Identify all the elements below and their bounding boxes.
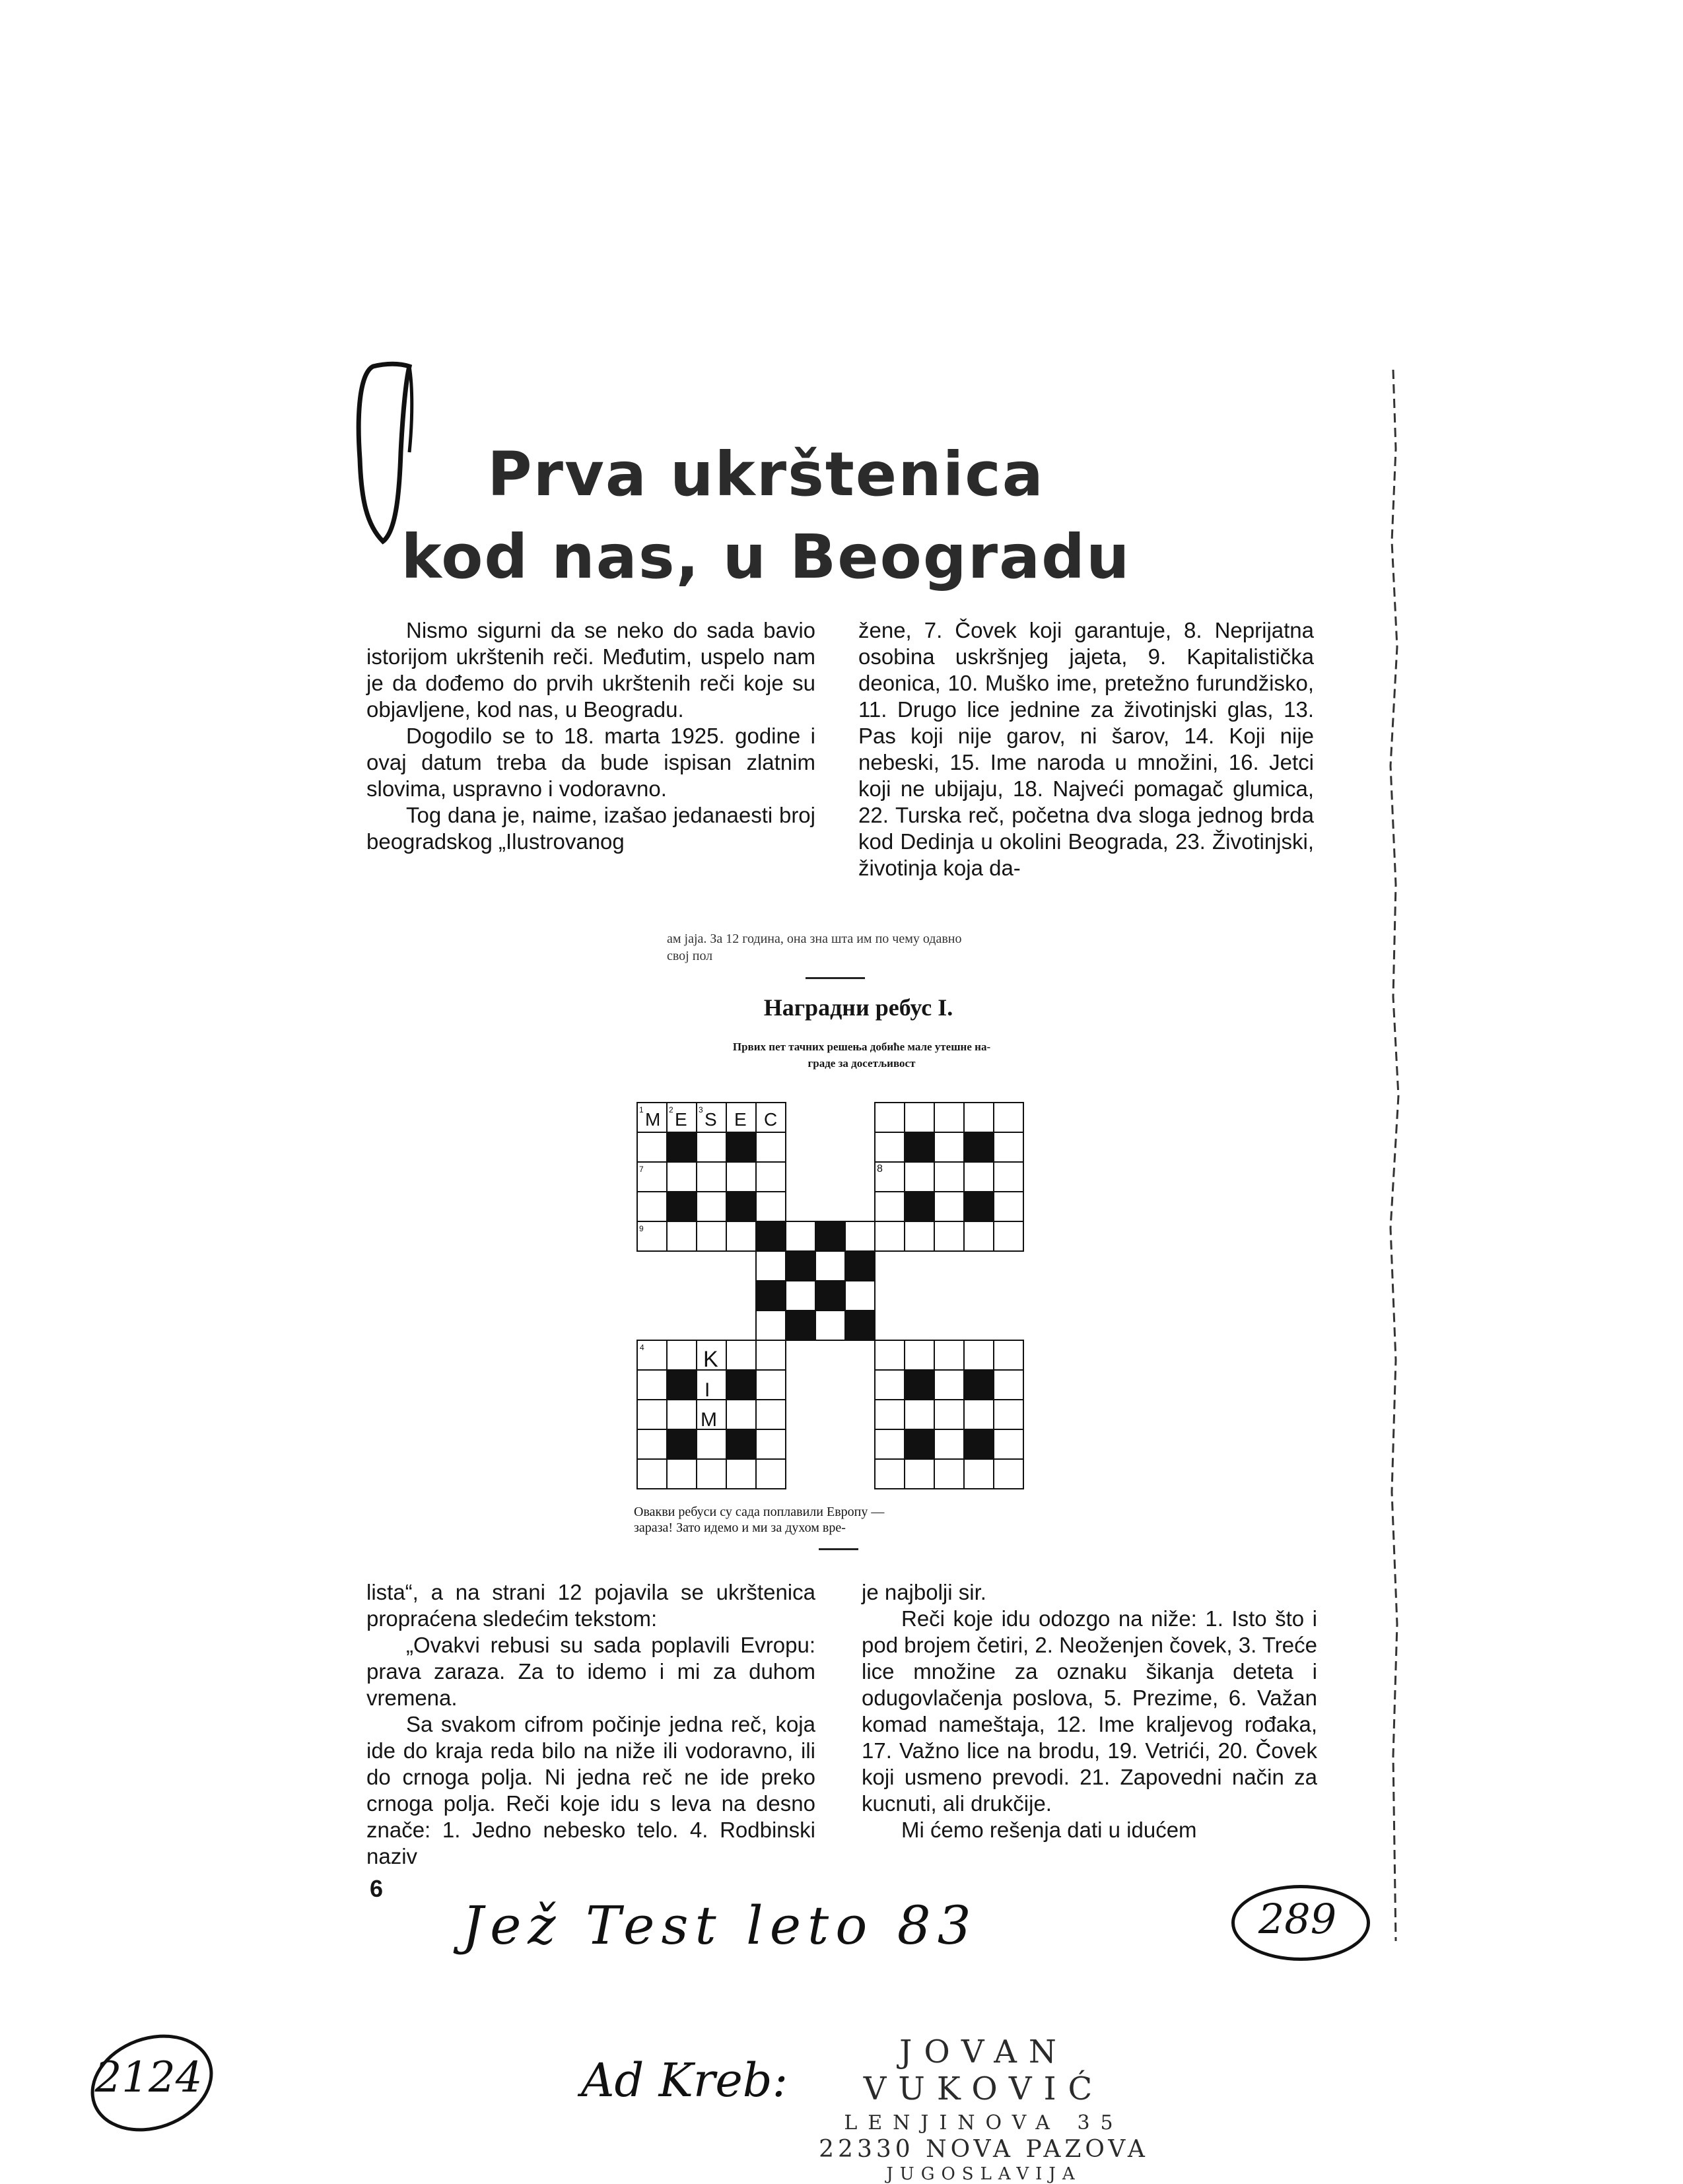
white-cell (667, 1221, 697, 1251)
black-cell (667, 1192, 697, 1221)
white-cell (756, 1192, 786, 1221)
black-cell (905, 1132, 934, 1162)
white-cell (875, 1400, 905, 1429)
white-cell (726, 1459, 756, 1489)
white-cell (964, 1400, 994, 1429)
white-cell (905, 1103, 934, 1132)
white-cell (697, 1162, 726, 1192)
paragraph: lista“, a na strani 12 pojavila se ukrštenica propraćena sledećim tekstom: (366, 1580, 815, 1631)
white-cell (637, 1132, 667, 1162)
handwritten-note: Jež Test leto 83 (462, 1895, 978, 1956)
grid-number: 2 (669, 1105, 673, 1114)
white-cell (964, 1162, 994, 1192)
white-cell (994, 1370, 1023, 1400)
rebus-caption-line1: Овакви ребуси су сада поплавили Европу — (634, 1505, 885, 1519)
white-cell (815, 1311, 845, 1340)
column-left-bottom (366, 1579, 815, 1870)
white-cell (756, 1400, 786, 1429)
white-cell (697, 1459, 726, 1489)
white-cell (726, 1162, 756, 1192)
black-cell (964, 1192, 994, 1221)
rebus-subtitle-line1: Првих пет тачних решења добиће мале утешне на- (732, 1041, 991, 1053)
black-cell (964, 1429, 994, 1459)
black-cell (964, 1370, 994, 1400)
white-cell (845, 1281, 875, 1311)
black-cell (786, 1251, 815, 1281)
white-cell (934, 1400, 964, 1429)
stamp-country: JUGOSLAVIJA (886, 2164, 1082, 2184)
black-cell (726, 1370, 756, 1400)
white-cell (667, 1162, 697, 1192)
black-cell (905, 1370, 934, 1400)
black-cell (667, 1132, 697, 1162)
grid-letter: M (701, 1409, 717, 1431)
white-cell (726, 1340, 756, 1370)
white-cell (964, 1459, 994, 1489)
white-cell (875, 1103, 905, 1132)
grid-letter: K (703, 1347, 718, 1372)
black-cell (845, 1251, 875, 1281)
white-cell (697, 1132, 726, 1162)
white-cell (667, 1340, 697, 1370)
white-cell (994, 1400, 1023, 1429)
paragraph: je najbolji sir. (862, 1580, 986, 1604)
white-cell (934, 1429, 964, 1459)
white-cell (667, 1400, 697, 1429)
white-cell (905, 1162, 934, 1192)
stamp-street: LENJINOVA 35 (844, 2111, 1124, 2134)
grid-number: 7 (639, 1165, 644, 1174)
paragraph: Mi ćemo rešenja dati u idućem (901, 1818, 1197, 1842)
white-cell (756, 1370, 786, 1400)
white-cell (845, 1221, 875, 1251)
grid-letter: S (704, 1109, 717, 1130)
rebus-caption-line2: зараза! Зато идемо и ми за духом вре- (634, 1520, 846, 1535)
grid-letter: I (704, 1379, 710, 1401)
white-cell (875, 1340, 905, 1370)
divider (819, 1548, 858, 1550)
rebus-subtitle-line2: граде за досетљивост (807, 1057, 916, 1070)
page-number: 6 (370, 1875, 384, 1902)
black-cell (667, 1370, 697, 1400)
white-cell (994, 1429, 1023, 1459)
white-cell (726, 1400, 756, 1429)
black-cell (726, 1192, 756, 1221)
grid-number: 9 (639, 1224, 644, 1233)
paragraph: Reči koje idu odozgo na niže: 1. Isto što i pod brojem četiri, 2. Neoženjen čovek, 3. Treće lice množine za oznaku šikanja deteta i odugovlačenja poslova, 5. Prezime, 6. Važan komad nameštaja, 12. Ime kraljevog rođaka, 17. Važno lice na brodu, 19. Vetrići, 20. Čovek koji usmeno prevodi. 21. Zapovedni način za kucnuti, ali drukčije. (862, 1606, 1317, 1816)
white-cell (875, 1429, 905, 1459)
stamp-city: 22330 NOVA PAZOVA (819, 2136, 1149, 2163)
white-cell (756, 1429, 786, 1459)
white-cell (786, 1281, 815, 1311)
white-cell (667, 1459, 697, 1489)
clipping-fragment-line2: свој пол (667, 949, 713, 963)
white-cell (756, 1162, 786, 1192)
black-cell (905, 1429, 934, 1459)
black-cell (964, 1132, 994, 1162)
black-cell (756, 1281, 786, 1311)
black-cell (845, 1311, 875, 1340)
white-cell (875, 1132, 905, 1162)
white-cell (964, 1340, 994, 1370)
white-cell (637, 1370, 667, 1400)
white-cell (994, 1162, 1023, 1192)
grid-letter: E (734, 1109, 747, 1130)
white-cell (697, 1429, 726, 1459)
black-cell (726, 1429, 756, 1459)
grid-number: 3 (699, 1105, 703, 1114)
white-cell (726, 1221, 756, 1251)
rebus-title: Наградни ребус I. (763, 994, 953, 1021)
paragraph: Sa svakom cifrom počinje jedna reč, koja ide do kraja reda bilo na niže ili vodoravno, ili do crnoga polja. Ni jedna reč ne ide preko crnoga polja. Reči koje idu s leva na desno znače: 1. Jedno nebesko telo. 4. Rodbinski naziv (366, 1712, 815, 1868)
white-cell (905, 1340, 934, 1370)
white-cell (756, 1132, 786, 1162)
black-cell (815, 1221, 845, 1251)
column-right-top (858, 617, 1314, 881)
black-cell (726, 1132, 756, 1162)
white-cell (786, 1221, 815, 1251)
black-cell (815, 1281, 845, 1311)
paragraph: Tog dana je, naime, izašao jedanaesti broj beogradskog „Ilustrovanog (366, 803, 815, 854)
grid-number: 1 (639, 1105, 644, 1114)
grid-number: 8 (877, 1163, 883, 1175)
crossword-grid (631, 1096, 1040, 1492)
grid-letter: M (645, 1109, 661, 1130)
white-cell (934, 1192, 964, 1221)
column-left-top (366, 617, 815, 855)
article-title-line2: kod nas, u Beogradu (401, 522, 1131, 592)
white-cell (875, 1221, 905, 1251)
grid-letter: E (675, 1109, 687, 1130)
black-cell (667, 1429, 697, 1459)
white-cell (905, 1400, 934, 1429)
paragraph: „Ovakvi rebusi su sada poplavili Evropu: prava zaraza. Za to idemo i mi za duhom vremena. (366, 1633, 815, 1710)
white-cell (994, 1192, 1023, 1221)
white-cell (994, 1103, 1023, 1132)
white-cell (994, 1132, 1023, 1162)
paragraph: Dogodilo se to 18. marta 1925. godine i ovaj datum treba da bude ispisan zlatnim slovima, uspravno i vodoravno. (366, 724, 815, 801)
white-cell (934, 1459, 964, 1489)
black-cell (905, 1192, 934, 1221)
white-cell (875, 1192, 905, 1221)
divider (806, 977, 865, 979)
white-cell (964, 1103, 994, 1132)
white-cell (637, 1192, 667, 1221)
black-cell (786, 1311, 815, 1340)
white-cell (934, 1221, 964, 1251)
white-cell (994, 1221, 1023, 1251)
white-cell (934, 1162, 964, 1192)
white-cell (637, 1400, 667, 1429)
white-cell (964, 1221, 994, 1251)
white-cell (934, 1370, 964, 1400)
white-cell (905, 1459, 934, 1489)
white-cell (934, 1340, 964, 1370)
white-cell (756, 1459, 786, 1489)
white-cell (697, 1370, 726, 1400)
stamp-name: JOVAN VUKOVIĆ (863, 2033, 1105, 2107)
circled-number-right-text: 289 (1258, 1895, 1337, 1943)
column-right-bottom (862, 1579, 1317, 1843)
white-cell (934, 1103, 964, 1132)
article-title-line1: Prva ukrštenica (487, 439, 1045, 510)
paragraph: Nismo sigurni da se neko do sada bavio istorijom ukrštenih reči. Međutim, uspelo nam je da dođemo do prvih ukrštenih reči koje su objavljene, kod nas, u Beogradu. (366, 618, 815, 722)
address-stamp (779, 2033, 1188, 2184)
white-cell (934, 1132, 964, 1162)
clipping-fragment-line1: ам јаја. За 12 година, она зна шта им по чему одавно (667, 932, 962, 946)
handwritten-stamp-prefix: Ad Kreb: (581, 2053, 788, 2107)
white-cell (756, 1340, 786, 1370)
white-cell (875, 1370, 905, 1400)
white-cell (637, 1459, 667, 1489)
white-cell (875, 1459, 905, 1489)
torn-paper-edge (1367, 370, 1420, 1954)
black-cell (756, 1221, 786, 1251)
white-cell (756, 1251, 786, 1281)
white-cell (697, 1192, 726, 1221)
white-cell (905, 1221, 934, 1251)
white-cell (697, 1221, 726, 1251)
white-cell (994, 1340, 1023, 1370)
white-cell (637, 1429, 667, 1459)
paragraph: žene, 7. Čovek koji garantuje, 8. Neprijatna osobina uskršnjeg jajeta, 9. Kapitalistička deonica, 10. Muško ime, pretežno furundžisko, 11. Drugo lice jednine za životinjski glas, 13. Pas koji nije garov, ni šarov, 14. Koji nije nebeski, 15. Ime naroda u množini, 16. Jetci koji ne ubijaju, 18. Najveći pomagač glumica, 22. Turska reč, početna dva sloga jednog brda kod Dedinja u okolini Beograda, 23. Životinjski, životinja koja da- (858, 618, 1314, 880)
white-cell (994, 1459, 1023, 1489)
grid-letter: C (764, 1109, 778, 1130)
grid-number: 4 (640, 1343, 644, 1352)
white-cell (815, 1251, 845, 1281)
white-cell (756, 1311, 786, 1340)
circled-number-left-text: 2124 (94, 2053, 203, 2102)
